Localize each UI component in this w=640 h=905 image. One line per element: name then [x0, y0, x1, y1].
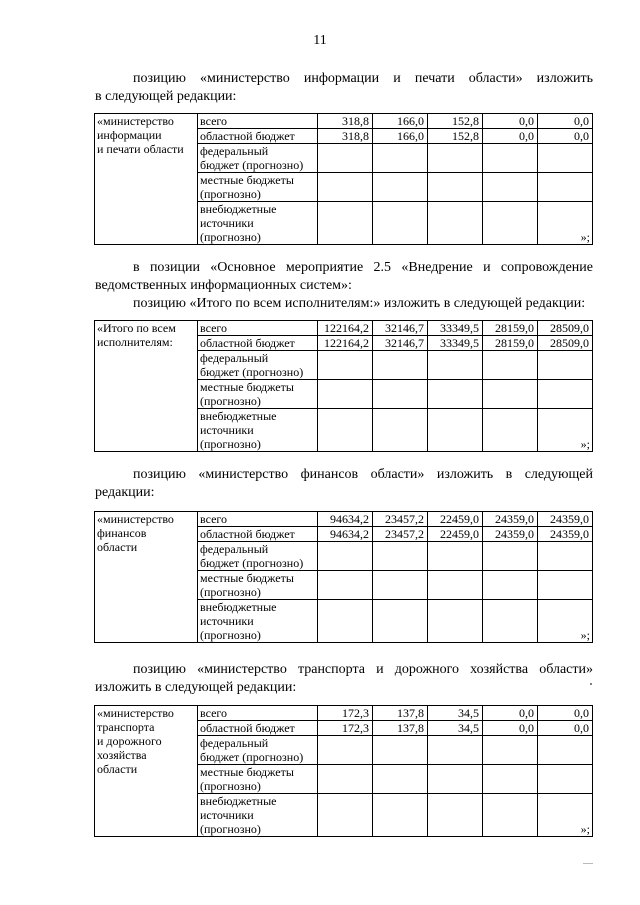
- value-cell: 28159,0: [483, 336, 538, 351]
- owner-line: области: [97, 540, 138, 554]
- owner-line: хозяйства: [97, 748, 147, 762]
- value-cell: 24359,0: [483, 512, 538, 527]
- value-cell: 28509,0: [538, 336, 593, 351]
- paragraph-finance-ministry: [95, 466, 593, 502]
- label-line: внебюджетные: [200, 409, 277, 423]
- value-cell: 24359,0: [538, 512, 593, 527]
- value-cell: 166,0: [373, 129, 428, 144]
- label-line: бюджет (прогнозно): [200, 158, 304, 172]
- owner-line: финансов: [97, 526, 147, 540]
- label-line: местные бюджеты: [200, 380, 294, 394]
- row-label-regional: областной бюджет: [198, 336, 318, 351]
- value-cell: 166,0: [373, 114, 428, 129]
- value-cell: 24359,0: [538, 527, 593, 542]
- budget-table-total: [94, 320, 593, 452]
- value-cell: 0,0: [483, 129, 538, 144]
- label-line: (прогнозно): [200, 437, 261, 451]
- owner-line: «министерство: [97, 114, 174, 128]
- row-label-extrabudget: [198, 600, 318, 643]
- paragraph-line: изложить в следующей редакции:: [95, 680, 297, 695]
- owner-line: «министерство: [97, 512, 174, 526]
- row-label-extrabudget: [198, 409, 318, 452]
- owner-line: и печати области: [97, 142, 184, 156]
- value-cell: 0,0: [483, 721, 538, 736]
- value-cell: 28159,0: [483, 321, 538, 336]
- closing-quote: »;: [538, 202, 593, 245]
- label-line: местные бюджеты: [200, 571, 294, 585]
- label-line: местные бюджеты: [200, 173, 294, 187]
- paragraph-line: позицию «министерство финансов области» изложить в следующей: [133, 467, 593, 482]
- owner-line: исполнителям:: [97, 335, 173, 349]
- paragraph-line: в позиции «Основное мероприятие 2.5 «Внедрение и сопровождение: [133, 260, 593, 275]
- label-line: внебюджетные: [200, 794, 277, 808]
- value-cell: 23457,2: [373, 512, 428, 527]
- value-cell: 0,0: [538, 706, 593, 721]
- label-line: источники: [200, 216, 254, 230]
- owner-line: информации: [97, 128, 162, 142]
- value-cell: 22459,0: [428, 512, 483, 527]
- row-label-local: [198, 571, 318, 600]
- paragraph-line: ведомственных информационных систем»:: [95, 278, 352, 293]
- paragraph-info-ministry: [95, 70, 593, 106]
- owner-cell: [95, 321, 198, 452]
- paragraph-line: позицию «министерство транспорта и дорожного хозяйства области»: [133, 662, 593, 677]
- row-label-local: [198, 380, 318, 409]
- value-cell: 152,8: [428, 129, 483, 144]
- owner-line: «министерство: [97, 706, 174, 720]
- row-label-extrabudget: [198, 794, 318, 837]
- label-line: бюджет (прогнозно): [200, 365, 304, 379]
- label-line: (прогнозно): [200, 585, 261, 599]
- value-cell: 94634,2: [318, 527, 373, 542]
- value-cell: 137,8: [373, 706, 428, 721]
- row-label-federal: [198, 351, 318, 380]
- table-row: [95, 321, 593, 336]
- table-row: [95, 114, 593, 129]
- owner-line: и дорожного: [97, 734, 162, 748]
- row-label-total: всего: [198, 114, 318, 129]
- row-label-total: всего: [198, 706, 318, 721]
- label-line: бюджет (прогнозно): [200, 556, 304, 570]
- owner-line: «Итого по всем: [97, 321, 176, 335]
- closing-quote: »;: [538, 409, 593, 452]
- scan-mark: [583, 863, 593, 864]
- budget-table-transport-ministry: [94, 705, 593, 837]
- page-number: 11: [313, 33, 327, 48]
- row-label-federal: [198, 542, 318, 571]
- row-label-extrabudget: [198, 202, 318, 245]
- value-cell: 152,8: [428, 114, 483, 129]
- value-cell: 28509,0: [538, 321, 593, 336]
- label-line: источники: [200, 808, 254, 822]
- paragraph-line: в следующей редакции:: [95, 89, 237, 104]
- value-cell: 32146,7: [373, 321, 428, 336]
- label-line: местные бюджеты: [200, 765, 294, 779]
- value-cell: 22459,0: [428, 527, 483, 542]
- label-line: федеральный: [200, 144, 269, 158]
- label-line: (прогнозно): [200, 628, 261, 642]
- value-cell: 23457,2: [373, 527, 428, 542]
- value-cell: 318,8: [318, 129, 373, 144]
- label-line: внебюджетные: [200, 202, 277, 216]
- row-label-regional: областной бюджет: [198, 129, 318, 144]
- value-cell: 0,0: [538, 721, 593, 736]
- label-line: федеральный: [200, 542, 269, 556]
- value-cell: 172,3: [318, 706, 373, 721]
- closing-quote: »;: [538, 600, 593, 643]
- label-line: (прогнозно): [200, 822, 261, 836]
- paragraph-line: позицию «Итого по всем исполнителям:» изложить в следующей редакции:: [133, 296, 586, 311]
- owner-cell: [95, 512, 198, 643]
- value-cell: 0,0: [538, 114, 593, 129]
- value-cell: 0,0: [483, 706, 538, 721]
- value-cell: 122164,2: [318, 336, 373, 351]
- owner-line: транспорта: [97, 720, 155, 734]
- value-cell: 0,0: [483, 114, 538, 129]
- table-row: [95, 512, 593, 527]
- value-cell: 122164,2: [318, 321, 373, 336]
- label-line: федеральный: [200, 736, 269, 750]
- closing-quote: »;: [538, 794, 593, 837]
- label-line: источники: [200, 614, 254, 628]
- owner-cell: [95, 114, 198, 245]
- row-label-total: всего: [198, 321, 318, 336]
- row-label-regional: областной бюджет: [198, 527, 318, 542]
- paragraph-line: позицию «министерство информации и печати области» изложить: [133, 71, 593, 86]
- row-label-total: всего: [198, 512, 318, 527]
- value-cell: 172,3: [318, 721, 373, 736]
- label-line: бюджет (прогнозно): [200, 750, 304, 764]
- value-cell: 318,8: [318, 114, 373, 129]
- table-row: [95, 706, 593, 721]
- row-label-federal: [198, 736, 318, 765]
- row-label-regional: областной бюджет: [198, 721, 318, 736]
- label-line: источники: [200, 423, 254, 437]
- value-cell: 32146,7: [373, 336, 428, 351]
- paragraph-line: редакции:: [95, 485, 155, 500]
- value-cell: 34,5: [428, 706, 483, 721]
- value-cell: 34,5: [428, 721, 483, 736]
- label-line: (прогнозно): [200, 187, 261, 201]
- value-cell: 94634,2: [318, 512, 373, 527]
- value-cell: 0,0: [538, 129, 593, 144]
- value-cell: 33349,5: [428, 336, 483, 351]
- label-line: внебюджетные: [200, 600, 277, 614]
- label-line: (прогнозно): [200, 394, 261, 408]
- paragraph-measure-2-5: [95, 259, 593, 313]
- owner-line: области: [97, 762, 138, 776]
- label-line: (прогнозно): [200, 230, 261, 244]
- row-label-local: [198, 173, 318, 202]
- label-line: (прогнозно): [200, 779, 261, 793]
- value-cell: 33349,5: [428, 321, 483, 336]
- label-line: федеральный: [200, 351, 269, 365]
- owner-cell: [95, 706, 198, 837]
- scan-speck: [590, 683, 592, 685]
- row-label-local: [198, 765, 318, 794]
- budget-table-finance-ministry: [94, 511, 593, 643]
- row-label-federal: [198, 144, 318, 173]
- value-cell: 137,8: [373, 721, 428, 736]
- budget-table-info-ministry: [94, 113, 593, 245]
- value-cell: 24359,0: [483, 527, 538, 542]
- paragraph-transport-ministry: [95, 661, 593, 697]
